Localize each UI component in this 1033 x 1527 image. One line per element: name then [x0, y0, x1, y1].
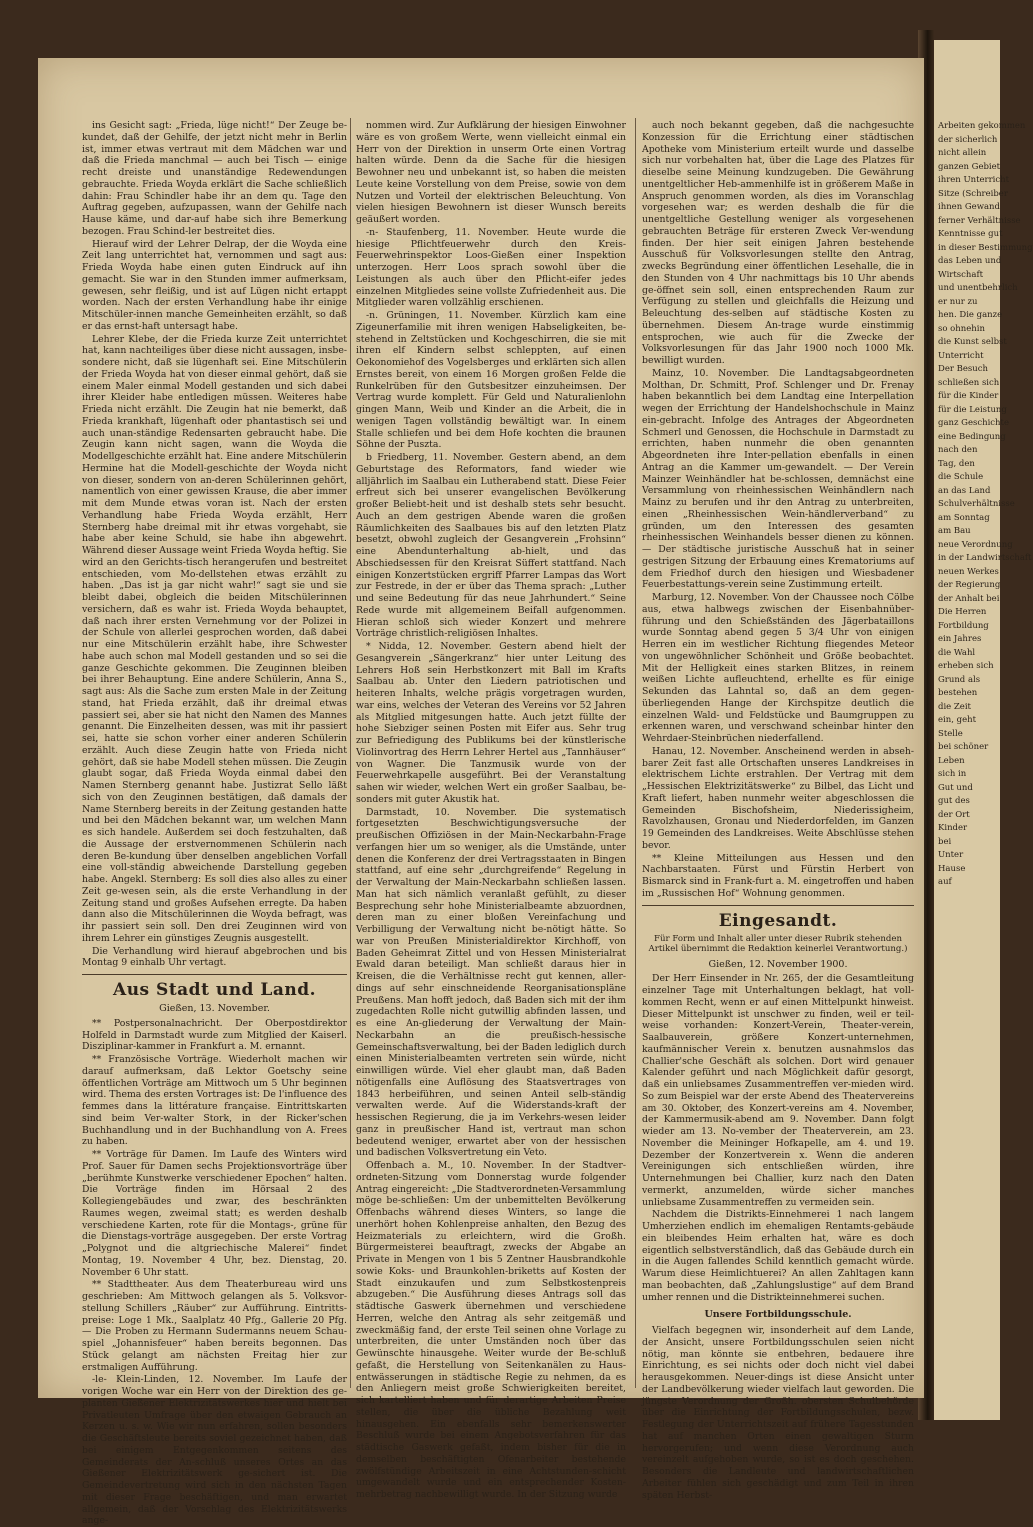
adjacent-page-line: in der Landwirtschaft — [938, 553, 1032, 563]
adjacent-page-line: für die Leistung — [938, 404, 1007, 415]
article-paragraph: Lehrer Klebe, der die Frieda kurze Zeit unterrichtet hat, kann nachteiliges über diese nicht aussagen, insbe-sondere nicht, daß sie lügenhaft sei. Eine Mitschülerin der Frieda Woyda hat von dieser einmal gehört, daß sie einem Maler einmal Modell gestanden und sich dabei ihrer Kleider habe entledigen müssen. Weiteres habe Frieda nicht erzählt. Die Zeugin hat nie bemerkt, daß Frieda krankhaft, lügenhaft oder phantastisch sei und auch unan-ständige Redensarten gebraucht habe. Die Zeugin kann nicht sagen, wann die Woyda die Modellgeschichte erzählt hat. Eine andere Mitschülerin Hermine hat die Modell-geschichte der Woyda nicht von dieser, sondern von an-deren Schülerinnen gehört, namentlich von einer gewissen Krause, die aber immer mit dem Munde etwas voran ist. Nach der ersten Verhandlung habe Frieda Woyda erzählt, Herr Sternberg habe dreimal mit ihr etwas vorgehabt, sie habe aber keine Schuld, sie habe ihn abgewehrt. Während dieser Aussage weint Frieda Woyda heftig. Sie wird an den Gerichts-tisch herangerufen und bestreitet entschieden, vom Mo-dellstehen etwas erzählt zu haben. „Das ist ja gar nicht wahr!“ sagt sie und sie bleibt dabei, obgleich die beiden Mitschülerinnen versichern, daß es wahr ist. Frieda Woyda behauptet, daß nach ihrer ersten Vernehmung vor der Polizei in der Schule von allerlei gesprochen worden, daß dabei nur eine Mitschülerin erzählt habe, ihre Schwester habe auch schon mal Modell gestanden und so sei die ganze Geschichte gekommen. Die Zeuginnen bleiben bei ihrer Behauptung. Eine andere Schülerin, Anna S., sagt aus: Als die Sache zum ersten Male in der Zeitung stand, hat Frieda erzählt, daß ihr dreimal etwas passiert sei, aber sie hat nicht den Namen des Mannes genannt. Die Einzelheiten dessen, was mit ihr passiert sei, hatte sie schon vorher einer anderen Schülerin erzählt. Auch diese Zeugin hatte von Frieda nicht gehört, daß sie habe Modell stehen müssen. Die Zeugin glaubt sogar, daß Frieda Woyda einmal dabei den Namen Sternberg genannt habe. Justizrat Sello läßt sich von den Zeuginnen bestätigen, daß damals der Name Sternberg bereits in der Zeitung gestanden hatte und bei den Mädchen bekannt war, um welchen Mann es sich handele. Außerdem sei doch festzuhalten, daß die Aussage der erstvernommenen Schülerin nach deren Be-kundung über denselben angeblichen Vorfall eine voll-ständig abweichende Darstellung gegeben habe. Angekl. Sternberg: Es soll dies also alles zu einer Zeit ge-wesen sein, als die erste Verhandlung in der Zeitung stand und großes Aufsehen erregte. Da haben dann also die Mitschülerinnen die Woyda befragt, was ihr passiert sein soll. Den drei Zeuginnen wird von ihrem Lehrer ein günstiges Zeugnis ausgestellt. — [82, 333, 347, 944]
article-paragraph: Hierauf wird der Lehrer Delrap, der die Woyda eine Zeit lang unterrichtet hat, vernommen und sagt aus: Frieda Woyda habe einen guten Eindruck auf ihn gemacht. Sie war in den Stunden immer aufmerksam, gewesen, sehr fleißig, und ist auf Lügen nicht ertappt worden. Nach der ersten Verhandlung habe ihr einige Mitschüler-innen manche Gemeinheiten erzählt, so daß er das ernst-haft untersagt habe. — [82, 238, 347, 332]
dateline: Gießen, 13. November. — [159, 1003, 270, 1014]
adjacent-page-line: Fortbildung — [938, 620, 989, 631]
adjacent-page-line: ein Jahres — [938, 634, 982, 644]
column-rule — [350, 118, 351, 1388]
adjacent-page-line: am Sonntag — [938, 512, 990, 523]
article-paragraph: auch noch bekannt gegeben, daß die nachgesuchte Konzession für die Errichtung einer städtischen Apotheke vom Ministerium erteilt wurde und dasselbe sich nur vorbehalten hat, über die Lage des Platzes für dieselbe seine Meinung kundzugeben. Die Gewährung unentgeltlicher Heb-ammenhilfe ist in größerem Maße in Anspruch genommen worden, als dies im Voranschlag vorgesehen war; es werden deshalb die für die unentgeltliche Gestellung weniger als vorgesehenen gebrauchten Beträge für ersteren Zweck Ver-wendung finden. Der hier seit einigen Jahren bestehende Ausschuß für Volksvorlesungen stellte den Antrag, zwecks Begründung einer öffentlichen Lesehalle, die in den Stunden von 4 Uhr nachmittags bis 10 Uhr abends ge-öffnet sein soll, einen entsprechenden Raum zur Verfügung zu stellen und gleichfalls die Heizung und Beleuchtung des-selben auf städtische Kosten zu übernehmen. Diesem An-trage wurde einstimmig entsprochen, wie auch für die Zwecke der Volksvorlesungen für das Jahr 1900 noch 1000 Mk. bewilligt wurden. — [642, 120, 914, 366]
column-2 — [356, 120, 626, 1500]
adjacent-page-line: nicht allein — [938, 148, 987, 158]
adjacent-page-line: ferner Verhältnisse — [938, 215, 1021, 226]
adjacent-page-line: der Regierung — [938, 580, 1001, 590]
column-rule — [635, 118, 636, 1388]
article-paragraph: Darmstadt, 10. November. Die systematisch fortgesetzten Beschwichtigungsversuche der preußischen Offiziösen in der Main-Neckarbahn-Frage verfangen hier um so weniger, als die Umstände, unter denen die Konferenz der drei Vertragsstaaten in Bingen stattfand, auf eine sehr „durchgreifende“ Regelung in der Verwaltung der Main-Neckarbahn schließen lassen. Man hat sich nämlich veranlaßt gefühlt, zu dieser Besprechung sehr hohe Ministerialbeamte abzuordnen, deren man zu einer bloßen Vereinfachung und Verbilligung der Verwaltung nicht be-nötigt hätte. So war von Preußen Ministerialdirektor Kirchhoff, von Baden Geheimrat Zittel und von Hessen Ministerialrat Ewald daran beteiligt. Man schließt daraus hier in Kreisen, die die Verhältnisse recht gut kennen, aller-dings auf sehr einschneidende Reorganisationspläne Preußens. Man hofft jedoch, daß Baden sich mit der ihm zugedachten Rolle nicht gutwillig abfinden lassen, und es eine An-gliederung der Verwaltung der Main-Neckarbahn an die preußisch-hessische Gemeinschaftsverwaltung, bei der Baden lediglich durch einen Ministerialbeamten vertreten sein würde, nicht einwilligen würde. Viel eher glaubt man, daß Baden nötigenfalls eine Auflösung des Staatsvertrages von 1843 herbeiführen, und seinen Anteil selb-ständig verwalten werde. Auf die Widerstands-kraft der hessischen Regierung, die ja im Verkehrs-wesen leider ganz in preußischer Hand ist, vertraut man schon bedeutend weniger, erwartet aber von der hessischen und badischen Volksvertretung ein Veto. — [356, 806, 626, 1159]
adjacent-page-line: hen. Die ganze — [938, 310, 1003, 320]
article-paragraph: Die Verhandlung wird hierauf abgebrochen und bis Montag 9 einhalb Uhr vertagt. — [82, 945, 347, 969]
adjacent-page-line: der Ort — [938, 809, 970, 820]
regional-news — [356, 120, 626, 1501]
adjacent-page-line: in dieser Bestimmung — [938, 242, 1033, 253]
school-text: Vielfach begegnen wir, insonderheit auf dem Lande, der Ansicht, unsere Fortbildungsschulen seien nicht nötig, man könnte sie entbehren, bedauere ihre Einrichtung, es sei nichts oder doch nicht viel dabei herausgekommen. Neuer-dings ist diese Ansicht unter der Landbevölkerung wieder vielfach laut geworden. Die jüngste Verordnung der Großh. obersten Schulbehörde über die Einrichtung der Fortbildungsschulen, bezw. Festlegung der Unterrichtszeit auf frühere Tagesstunden hat auf manchen Orten einen gewaltigen Sturm hervorgerufen; und wenn diese Verordnung auch vereinzelt aufgehoben wurde, so ist es doch geschehen. Besonders die Landleute und landwirtschaftlichen Arbeiter fühlen sich geschädigt und zum Teil in ihren späten Herbst- — [642, 1325, 914, 1501]
adjacent-page-line: neuen Werkes — [938, 566, 999, 577]
adjacent-page-line: der Anhalt bei — [938, 593, 1000, 604]
adjacent-page-line: Schulverhältnisse — [938, 499, 1015, 509]
article-paragraph: -n. Grüningen, 11. November. Kürzlich kam eine Zigeunerfamilie mit ihren wenigen Habseligkeiten, be-stehend in Zeltstücken und Kochgeschirren, die sie mit ihren elf Kindern selbst schleppten, auf einen Oekonomiehof des Vogelsberges und erklärten sich allen Ernstes bereit, von einem 16 Morgen großen Felde die Runkelrüben für den Gutsbesitzer einzuheimsen. Der Vertrag wurde komplett. Für Geld und Naturalienlohn gingen Mann, Weib und Kinder an die Arbeit, die in wenigen Tagen vollständig bewältigt war. In einem Stalle schliefen und bei dem Hofe kochten die braunen Söhne der Puszta. — [356, 310, 626, 451]
adjacent-page-line: gut des — [938, 796, 970, 806]
adjacent-page-line: auf — [938, 877, 952, 887]
adjacent-page-line: Arbeiten gekommen — [938, 121, 1026, 131]
article-paragraph: Offenbach a. M., 10. November. In der Stadtver-ordneten-Sitzung vom Donnerstag wurde folgender Antrag eingereicht: „Die Stadtverordneten-Versammlung möge be-schließen: Um der unbemittelten Bevölkerung Offenbachs während dieses Winters, so lange die unerhört hohen Kohlenpreise anhalten, den Bezug des Heizmaterials zu erleichtern, wird die Großh. Bürgermeisterei beauftragt, zwecks der Abgabe an Private in Mengen von 1 bis 5 Zentner Hausbrandkohle sowie Koks- und Braunkohlen-briketts auf Kosten der Stadt einzukaufen und zum Selbstkostenpreis abzugeben.“ Die Ausführung dieses Antrags soll das städtische Gaswerk übernehmen und verschiedene Herren, welche den Antrag als sehr zeitgemäß und zweckmäßig fand, der erste Teil seinen ohne Vorlage zu unterbreiten, die unter Umständen noch über das Gewünschte hinausgehe. Weiter wurde der Be-schluß gefaßt, die Herstellung von Seitenkanälen zu Haus-entwässerungen in städtische Regie zu nehmen, da es den Anliegern meist große Schwierigkeiten bereitet, sich kartelliert haben und für derartige Arbeiten Preise stellen, die über die übliche Bezahlung weit hinausgehen. Ein ebenfalls sehr bemerkenswerter Beschluß wurde bei einem Angebotsverfahren für das städtische Gaswerk gefaßt, indem bisher für die in demselben beschäftigten Ofenarbeiter bestehende zwölfstündige Arbeitszeit in eine Achtstunden-schicht umgewandelt wurde und ein entsprechender Kosten-mehrbetrag nachbewilligt wurde. In der Sitzung wurde — [356, 1160, 626, 1500]
article-paragraph: * Nidda, 12. November. Gestern abend hielt der Gesangverein „Sängerkranz“ hier unter Leitung des Lehrers Hoß sein Herbstkonzert mit Ball im Krafts Saalbau ab. Unter den Liedern patriotischen und heiteren Inhalts, welche prägis vorgetragen wurden, war eins, welches der Veteran des Vereins vor 52 Jahren als Mitglied mitgesungen hatte. Auch jetzt füllte der hohe Siebziger seinen Posten mit Eifer aus. Sehr trug zur Befriedigung des Publikums bei der künstlerische Violinvortrag des Herrn Lehrer Hertel aus „Tannhäuser“ von Wagner. Die Tanzmusik wurde von der Feuerwehrkapelle ausgeführt. Bei der Veranstaltung sahen wir wieder, welchen Wert ein großer Saalbau, be-sonders mit guter Akustik hat. — [356, 641, 626, 805]
adjacent-page-line: Tag, den — [938, 458, 975, 469]
adjacent-page-line: an das Land — [938, 485, 991, 496]
adjacent-page-line: die Schule — [938, 472, 984, 482]
article-paragraph: Mainz, 10. November. Die Landtagsabgeordneten Molthan, Dr. Schmitt, Prof. Schlenger und Dr. Frenay haben bekanntlich bei dem Landtag eine Interpellation wegen der Errichtung der Handelshochschule in Mainz ein-gebracht. Infolge des Antrages der Abgeordneten Schmerl und Genossen, die Hochschule in Darmstadt zu errichten, haben nunmehr die oben genannten Abgeordneten ihre Inter-pellation ebenfalls in einen Antrag an die Kammer um-gewandelt. — Der Verein Mainzer Weinhändler hat be-schlossen, demnächst eine Versammlung von rheinhessischen Weinhändlern nach Mainz zu berufen und ihr den Antrag zu unterbreiten, einen „Rheinhessischen Wein-händlerverband“ zu gründen, um den Interessen des gesamten rheinhessischen Weinhandels besser dienen zu können. — Der städtische juristische Ausschuß hat in seiner gestrigen Sitzung der Erbauung eines Krematoriums auf dem Friedhof durch den hiesigen und Wiesbadener Feuerbestattungs-verein seine Zustimmung erteilt. — [642, 367, 914, 591]
adjacent-page-line: und unentbehrlich — [938, 283, 1018, 293]
adjacent-page-line: am Bau — [938, 526, 971, 536]
adjacent-page-line: Stelle — [938, 728, 963, 739]
adjacent-page-line: ihnen Gewand — [938, 202, 1000, 212]
article-paragraph: -le- Klein-Linden, 12. November. Im Laufe der vorigen Woche war ein Herr von der Direktion des ge-planten Gießener Elektrizitätswerkes hier und hielt bei Privatleuten Umfrage über den etwaigen Gebrauch an Kerzen u. s. w. Wie wir nun erfahren, sollen besonders die Geschäftsleute bereits soviel gezeichnet haben, daß bei einigem Entgegenkommen seitens des Gemeinderats der An-schluß unseres Ortes an das Gießener Elektrizitätswerk ge-sichert ist. Die Gemeindevertretung wird sich in den nächsten Tagen mit dieser Frage beschäftigen, und man erwartet allgemein, daß der Vorschlag des Elektrizitätswerks ange- — [82, 1374, 347, 1527]
article-paragraph: ** Vorträge für Damen. Im Laufe des Winters wird Prof. Sauer für Damen sechs Projektionsvorträge über „berühmte Kunstwerke verschiedener Epochen“ halten. Die Vorträge finden im Hörsaal 2 des Kollegiengebäudes und zwar, des beschränkten Raumes wegen, zweimal statt; es werden deshalb verschiedene Karten, rote für die Montags-, grüne für die Dienstags-vorträge ausgegeben. Der erste Vortrag „Polygnot und die altgriechische Malerei“ findet Montag, 19. November 4 Uhr, bez. Dienstag, 20. November 6 Uhr statt. — [82, 1149, 347, 1278]
adjacent-page-line: Der Besuch — [938, 364, 988, 374]
adjacent-page-line: Kinder — [938, 823, 968, 833]
subheading-school: Unsere Fortbildungsschule. — [704, 1309, 852, 1321]
article-paragraph: ** Französische Vorträge. Wiederholt machen wir darauf aufmerksam, daß Lektor Goetschy seine öffentlichen Vorträge am Mittwoch um 5 Uhr beginnen wird. Thema des ersten Vortrages ist: De l'influence des femmes dans la littérature française. Eintrittskarten sind beim Ver-walter Stork, in der Ricker'schen Buchhandlung und in der Buchhandlung von A. Frees zu haben. — [82, 1054, 347, 1148]
dateline: Gießen, 12. November 1900. — [708, 958, 848, 970]
adjacent-page-line: ihren Unterricht — [938, 175, 1010, 185]
trial-report — [82, 120, 347, 969]
adjacent-page-line: ganzen Gebiet — [938, 161, 1001, 172]
adjacent-page-line: bestehen — [938, 688, 978, 698]
adjacent-page-line: Unterricht — [938, 350, 984, 361]
section-heading-local-news: Aus Stadt und Land. — [113, 980, 316, 1000]
adjacent-page-line: Wirtschaft — [938, 269, 984, 280]
article-paragraph: nommen wird. Zur Aufklärung der hiesigen Einwohner wäre es von großem Werte, wenn vielleicht einmal ein Herr von der Direktion in unserm Orte einen Vortrag halten würde. Denn da die Sache für die hiesigen Bewohner neu und unbekannt ist, so haben die meisten Leute keine Vorstellung von dem Preise, sowie von dem Nutzen und Vorteil der elektrischen Beleuchtung. Von vielen hiesigen Bewohnern ist dieser Wunsch bereits geäußert worden. — [356, 120, 626, 225]
adjacent-page-line: Unter — [938, 850, 964, 860]
article-paragraph: Nachdem die Distrikts-Einnehmerei 1 nach langem Umherziehen endlich im ehemaligen Rentamts-gebäude ein bleibendes Heim erhalten hat, wäre es doch eigentlich selbstverständlich, daß das Gebäude durch ein in die Augen fallendes Schild kenntlich gemacht würde. Warum diese Heimlichtuerei? An allen Zahltagen kann man beobachten, daß „Zahlungslustige“ auf dem Brand umher rennen und die Distrikteinnehmerei suchen. — [642, 1209, 914, 1303]
adjacent-page-line: die Zeit — [938, 701, 971, 712]
adjacent-page-line: bei schöner — [938, 742, 989, 752]
article-paragraph: Hanau, 12. November. Anscheinend werden in abseh-barer Zeit fast alle Ortschaften unseres Landkreises in elektrischem Lichte erstrahlen. Der Vertrag mit dem „Hessischen Elektrizitätswerke“ zu Bilbel, das Licht und Kraft liefert, haben nunmehr weiter abgeschlossen die Gemeinden Bischofsheim, Niederissigheim, Ravolzhausen, Gronau und Niederdorfelden, im Ganzen 19 Gemeinden des Landkreises. Weite Abschlüsse stehen bevor. — [642, 745, 914, 851]
adjacent-page-line: er nur zu — [938, 296, 978, 307]
article-paragraph: b Friedberg, 11. November. Gestern abend, an dem Geburtstage des Reformators, fand wieder wie alljährlich im Saalbau ein Lutherabend statt. Diese Feier erfreut sich bei unserer evangelischen Bevölkerung großer Beliebt-heit und ist deshalb stets sehr besucht. Auch an dem gestrigen Abende waren die großen Räumlichkeiten des Saalbaues bis auf den letzten Platz besetzt, obwohl zugleich der Gesangverein „Frohsinn“ eine Abendunterhaltung ab-hielt, und das Abschiedsessen für den Kreisrat Süffert stattfand. Nach einigen Konzertstücken ergriff Pfarrer Lampas das Wort zur Festrede, in der er über das Thema sprach: „Luther und seine Bedeutung für das neue Jahrhundert.“ Seine Rede wurde mit allgemeinem Beifall aufgenommen. Hieran schloß sich wieder Konzert und mehrere Vorträge christlich-religiösen Inhaltes. — [356, 452, 626, 640]
adjacent-page-line: ganz Geschichte — [938, 418, 1009, 428]
article-paragraph: Der Herr Einsender in Nr. 265, der die Gesamtleitung einzelner Tage mit Unterhaltungen beklagt, hat voll-kommen Recht, wenn er auf einen Mittelpunkt hinweist. Dieser Mittelpunkt ist unschwer zu finden, weil er teil-weise vorhanden: Konzert-Verein, Theater-verein, Saalbauverein, größere Konzert-unternehmen, kaufmännischer Verein x. benutzen ausnahmslos das Challier'sche Geschäft als solchen. Dort wird genauer Kalender geführt und nach Möglichkeit dafür gesorgt, daß ein unliebsames Zusammentreffen ver-mieden wird. So zum Beispiel war der erste Abend des Theatervereins am 30. Oktober, des Konzert-vereins am 4. November, der Kammermusik-abend am 9. November. Dann folgt wieder am 13. No-vember der Theaterverein, am 23. November die Meininger Hofkapelle, am 4. und 19. Dezember der Konzertverein x. Wenn die anderen Vereinigungen sich entschließen würden, ihre Unternehmungen bei Challier, kurz nach den Daten vermerkt, anzumelden, würde sicher manches unliebsame Zusammentreffen zu vermeiden sein. — [642, 973, 914, 1208]
adjacent-page-line: der sicherlich — [938, 134, 998, 145]
adjacent-page-line: Kenntnisse gut — [938, 229, 1003, 239]
adjacent-page-line: neue Verordnung — [938, 539, 1013, 550]
letters — [642, 973, 914, 1303]
local-news — [82, 1018, 347, 1527]
adjacent-page-line: Grund als — [938, 674, 981, 685]
adjacent-page-line: Gut und — [938, 782, 973, 793]
article-paragraph: ins Gesicht sagt: „Frieda, lüge nicht!“ Der Zeuge be-kundet, daß der Gehilfe, der jetzt nicht mehr in Berlin ist, immer etwas vertraut mit dem Mädchen war und daß die Frieda manchmal — auch bei Tisch — einige recht dreiste und unanständige Redewendungen gebrauchte. Frieda Woyda erklärt die Sache schließlich dahin: Frau Schindler habe ihr an dem qu. Tage den Auftrag gegeben, aufzupassen, wann der Gehilfe nach Hause käme, und dar-auf habe sich ihre Bemerkung bezogen. Frau Schind-ler bestreitet dies. — [82, 120, 347, 237]
adjacent-page-line: für die Kinder — [938, 391, 999, 401]
adjacent-page-line: Leben — [938, 755, 965, 766]
adjacent-page-line: die Wahl — [938, 647, 976, 658]
section-heading-submitted: Eingesandt. — [718, 910, 838, 931]
article-paragraph: -n- Staufenberg, 11. November. Heute wurde die hiesige Pflichtfeuerwehr durch den Kreis-Feuerwehrinspektor Loos-Gießen einer Inspektion unterzogen. Herr Loos sprach sowohl über die Leistungen als auch über den Pflicht-eifer jedes einzelnen Mitgliedes seine vollste Zufriedenheit aus. Die Mitglieder waren vollzählig erschienen. — [356, 226, 626, 309]
column-1 — [82, 120, 347, 1527]
adjacent-page-line: Sitze (Schreiber — [938, 188, 1008, 199]
divider — [82, 974, 347, 975]
adjacent-page-line: bei — [938, 836, 952, 847]
adjacent-page-line: sich in — [938, 769, 967, 779]
adjacent-page-strip — [934, 40, 1033, 1420]
adjacent-page-line: die Kunst selbst — [938, 337, 1007, 347]
article-paragraph: Marburg, 12. November. Von der Chaussee noch Cölbe aus, etwa halbwegs zwischen der Eisenbahnüber-führung und den Schießständen des Jägerbataillons wurde Sonntag abend gegen 5 3/4 Uhr von einigen Herren ein im westlicher Richtung fliegendes Meteor von ungewöhnlicher Schönheit und Größe beobachtet. Mit der Helligkeit eines starken Blitzes, in reinem weißen Lichte aufleuchtend, erhellte es für einige Sekunden das Lahntal so, daß an dem gegen-überliegenden Hange der Kirchspitze deutlich die einzelnen Wald- und Feldstücke und Baumgruppen zu erkennen waren, und verschwand scheinbar hinter den Wehrdaer-Steinbrüchen niederfallend. — [642, 592, 914, 744]
editor-note: Für Form und Inhalt aller unter dieser Rubrik stehenden Artikel übernimmt die Redaktion keinerlei Verantwortung.) — [648, 933, 908, 954]
adjacent-page-line: schließen sich — [938, 377, 1000, 388]
divider — [642, 905, 914, 906]
adjacent-page-line: Hause — [938, 863, 966, 874]
regional-news-continued — [642, 120, 914, 900]
column-3 — [642, 120, 914, 1501]
adjacent-page-line: Die Herren — [938, 607, 987, 617]
article-paragraph: ** Stadttheater. Aus dem Theaterbureau wird uns geschrieben: Am Mittwoch gelangen als 5. Volksvor-stellung Schillers „Räuber“ zur Aufführung. Eintritts-preise: Loge 1 Mk., Saalplatz 40 Pfg., Gallerie 20 Pfg. — Die Proben zu Hermann Sudermanns neuem Schau-spiel „Johannisfeuer“ haben bereits begonnen. Das Stück gelangt am nächsten Freitag hier zur erstmaligen Aufführung. — [82, 1279, 347, 1373]
adjacent-page-line: ein, geht — [938, 715, 976, 725]
adjacent-page-line: so ohnehin — [938, 323, 985, 334]
adjacent-page-line: das Leben und — [938, 256, 1002, 266]
article-paragraph: ** Postpersonalnachricht. Der Oberpostdirektor Holfeld in Darmstadt wurde zum Mitglied der Kaiserl. Disziplinar-kammer in Frankfurt a. M. ernannt. — [82, 1017, 347, 1053]
adjacent-page-line: eine Bedingung — [938, 431, 1006, 442]
newspaper-page — [38, 58, 924, 1527]
adjacent-page-line: nach den — [938, 445, 978, 455]
article-paragraph: ** Kleine Mitteilungen aus Hessen und den Nachbarstaaten. Fürst und Fürstin Herbert von Bismarck sind in Frank-furt a. M. eingetroffen und haben im „Russischen Hof“ Wohnung genommen. — [642, 852, 914, 899]
adjacent-page-line: erheben sich — [938, 661, 994, 671]
